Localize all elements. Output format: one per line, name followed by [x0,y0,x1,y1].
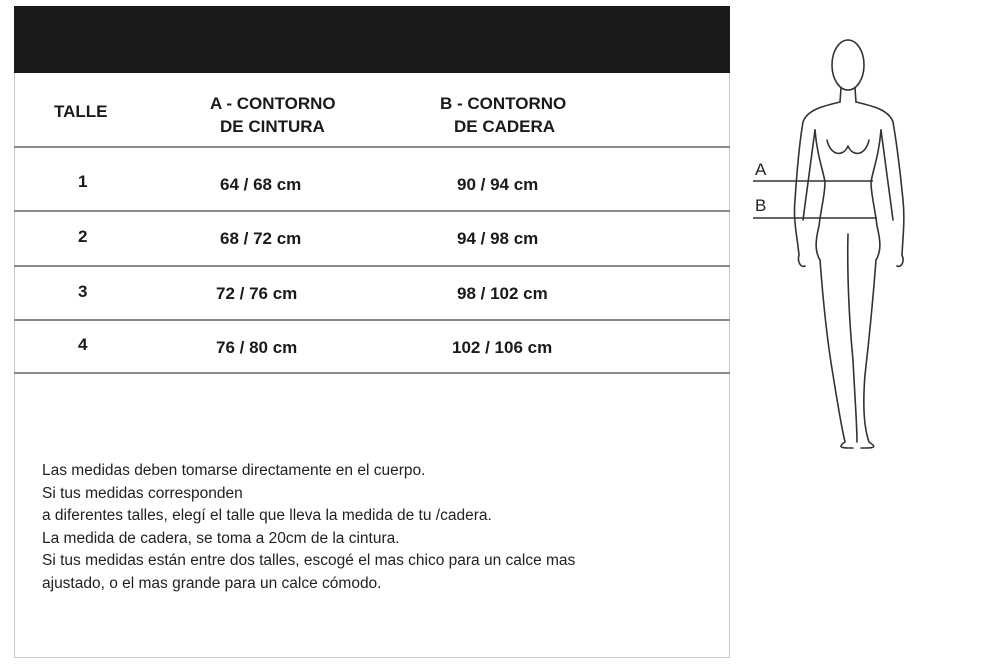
header-cadera-line1: B - CONTORNO [440,94,567,113]
header-talle: TALLE [54,102,108,121]
row-2-talle: 2 [78,227,88,246]
row-3-cintura: 72 / 76 cm [216,284,298,303]
header-bar [14,6,730,73]
row-divider [14,319,730,321]
header-cintura [210,92,336,138]
body-silhouette-illustration [745,30,970,460]
note-line: Si tus medidas corresponden [42,484,243,502]
row-divider [14,210,730,212]
row-4-talle: 4 [78,335,88,354]
note-line: a diferentes talles, elegí el talle que lleva la medida de tu /cadera. [42,507,492,524]
row-divider [14,265,730,267]
note-line: La medida de cadera, se toma a 20cm de la cintura. [42,529,400,547]
row-2-cintura: 68 / 72 cm [220,229,302,248]
header-cintura-line2: DE CINTURA [220,117,325,136]
note-line: ajustado, o el mas grande para un calce cómodo. [42,574,382,592]
row-3-talle: 3 [78,282,88,301]
row-1-talle: 1 [78,172,88,191]
row-4-cintura: 76 / 80 cm [216,338,298,357]
header-cadera [440,92,566,138]
header-cadera-line2: DE CADERA [454,117,556,136]
row-4-cadera: 102 / 106 cm [452,338,553,357]
row-1-cadera: 90 / 94 cm [457,175,539,194]
row-3-cadera: 98 / 102 cm [457,284,548,303]
label-a: A [755,160,767,179]
note-line: Las medidas deben tomarse directamente en el cuerpo. [42,462,426,479]
label-b: B [755,196,767,215]
row-divider [14,146,730,148]
row-1-cintura: 64 / 68 cm [220,175,302,194]
row-divider [14,372,730,374]
measurement-notes [42,460,575,595]
row-2-cadera: 94 / 98 cm [457,229,539,248]
header-cintura-line1: A - CONTORNO [210,94,336,113]
note-line: Si tus medidas están entre dos talles, escogé el mas chico para un calce mas [42,552,576,569]
